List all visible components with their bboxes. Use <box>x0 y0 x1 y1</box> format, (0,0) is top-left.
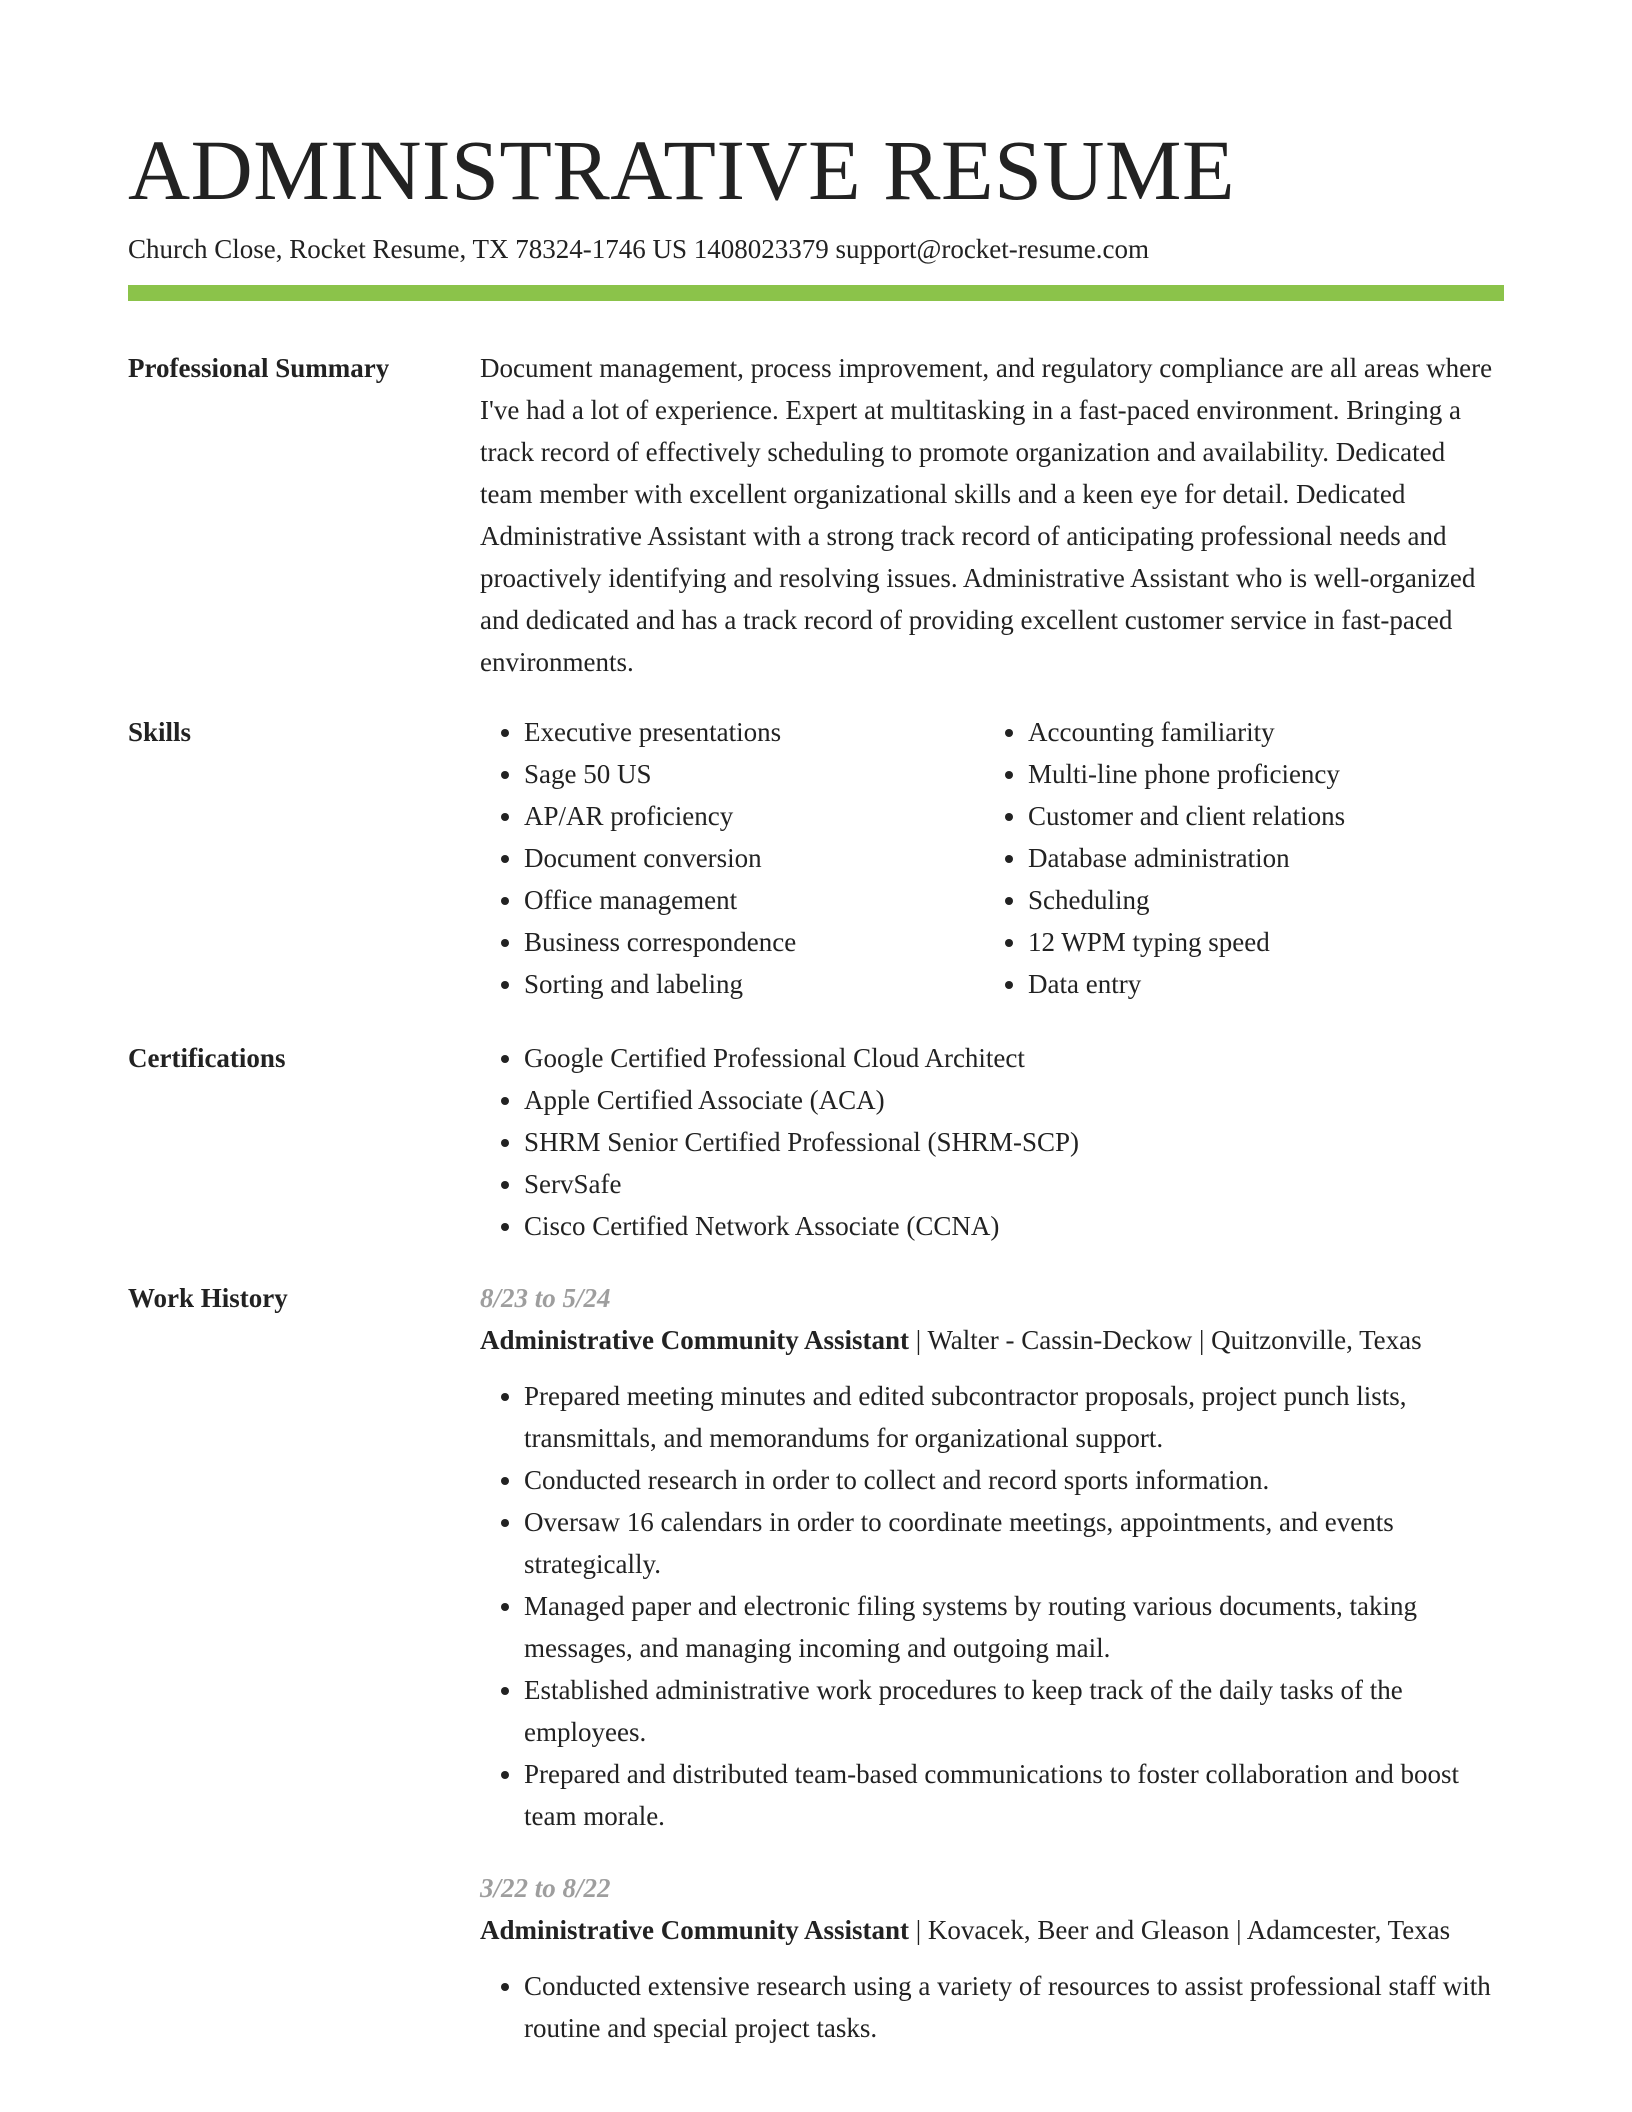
list-item: • Data entry <box>1028 963 1488 1005</box>
skills-list-right <box>984 711 1488 1005</box>
list-item: • Executive presentations <box>524 711 984 753</box>
list-item: • Google Certified Professional Cloud Architect <box>524 1037 1504 1079</box>
work-history-body <box>480 1277 1504 2079</box>
list-item: • Apple Certified Associate (ACA) <box>524 1079 1504 1121</box>
summary-label: Professional Summary <box>128 353 390 383</box>
certifications-list <box>480 1037 1504 1247</box>
skills-label: Skills <box>128 717 192 747</box>
job-dates: 8/23 to 5/24 <box>480 1283 611 1313</box>
list-item: • Prepared and distributed team-based communications to foster collaboration and boost team morale. <box>524 1753 1504 1837</box>
list-item: • Conducted research in order to collect and record sports information. <box>524 1459 1504 1501</box>
list-item: • Prepared meeting minutes and edited subcontractor proposals, project punch lists, transmittals, and memorandums for organizational support. <box>524 1375 1504 1459</box>
skills-list-left <box>480 711 984 1005</box>
list-item: • Cisco Certified Network Associate (CCNA) <box>524 1205 1504 1247</box>
list-item: • Multi-line phone proficiency <box>1028 753 1488 795</box>
list-item: • Established administrative work procedures to keep track of the daily tasks of the employees. <box>524 1669 1504 1753</box>
list-item: • ServSafe <box>524 1163 1504 1205</box>
list-item: • Sorting and labeling <box>524 963 984 1005</box>
job-details: | Walter - Cassin-Deckow | Quitzonville, Texas <box>909 1325 1422 1355</box>
list-item: • Database administration <box>1028 837 1488 879</box>
certifications-label: Certifications <box>128 1043 286 1073</box>
list-item: • 12 WPM typing speed <box>1028 921 1488 963</box>
job-heading <box>480 1319 1504 1361</box>
list-item: • Managed paper and electronic filing systems by routing various documents, taking messages, and managing incoming and outgoing mail. <box>524 1585 1504 1669</box>
list-item: • Conducted extensive research using a variety of resources to assist professional staff with routine and special project tasks. <box>524 1965 1504 2049</box>
list-item: • Oversaw 16 calendars in order to coordinate meetings, appointments, and events strategically. <box>524 1501 1504 1585</box>
contact-email: support@rocket-resume.com <box>835 234 1149 264</box>
job-entry <box>480 1867 1504 2049</box>
header-divider <box>128 285 1504 301</box>
list-item: • SHRM Senior Certified Professional (SHRM-SCP) <box>524 1121 1504 1163</box>
job-details: | Kovacek, Beer and Gleason | Adamcester, Texas <box>909 1915 1451 1945</box>
summary-body <box>480 347 1504 683</box>
list-item: • Sage 50 US <box>524 753 984 795</box>
list-item: • Business correspondence <box>524 921 984 963</box>
job-dates: 3/22 to 8/22 <box>480 1873 611 1903</box>
job-title: Administrative Community Assistant <box>480 1325 910 1355</box>
job-heading <box>480 1909 1504 1951</box>
summary-text: Document management, process improvement, and regulatory compliance are all areas where I've had a lot of experience. Expert at multitasking in a fast-paced environment. Bringing a track record of effectively scheduling to promote organization and availability. Dedicated team member with excellent organizational skills and a keen eye for detail. Dedicated Administrative Assistant with a strong track record of anticipating professional needs and proactively identifying and resolving issues. Administrative Assistant who is well-organized and dedicated and has a track record of providing excellent customer service in fast-paced environments. <box>480 353 1493 677</box>
contact-address: Church Close, Rocket Resume, TX 78324-1746 US <box>128 234 687 264</box>
certifications-body <box>480 1037 1504 1247</box>
skills-columns <box>480 711 1504 1005</box>
job-entry <box>480 1277 1504 1837</box>
contact-phone: 1408023379 <box>693 234 829 264</box>
work-history-label: Work History <box>128 1283 288 1313</box>
list-item: • AP/AR proficiency <box>524 795 984 837</box>
list-item: • Accounting familiarity <box>1028 711 1488 753</box>
skills-body <box>480 711 1504 1005</box>
job-title: Administrative Community Assistant <box>480 1915 910 1945</box>
list-item: • Document conversion <box>524 837 984 879</box>
list-item: • Customer and client relations <box>1028 795 1488 837</box>
skills-column-left <box>480 711 984 1005</box>
resume-title: ADMINISTRATIVE RESUME <box>128 122 1235 218</box>
job-bullet-list <box>480 1965 1504 2049</box>
skills-column-right <box>984 711 1488 1005</box>
resume-header <box>128 120 1504 266</box>
list-item: • Scheduling <box>1028 879 1488 921</box>
job-bullet-list <box>480 1375 1504 1837</box>
list-item: • Office management <box>524 879 984 921</box>
contact-line <box>128 232 1504 266</box>
